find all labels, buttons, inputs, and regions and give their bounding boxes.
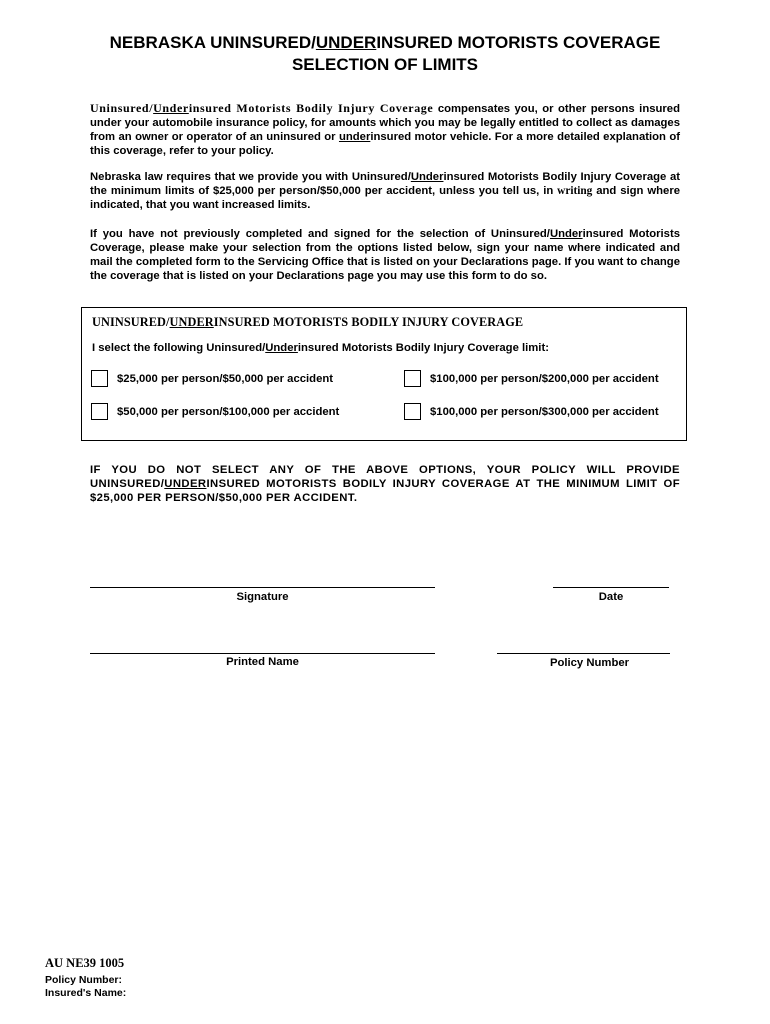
title-line-1: NEBRASKA UNINSURED/UNDERINSURED MOTORISTS COVERAGE: [109, 33, 661, 52]
option-100k-200k-checkbox[interactable]: [404, 370, 421, 387]
option-25k-50k-checkbox[interactable]: [91, 370, 108, 387]
footer-insured-name-label: Insured's Name:: [45, 987, 127, 999]
printed-name-label: Printed Name: [226, 656, 299, 668]
option-100k-300k-checkbox[interactable]: [404, 403, 421, 420]
instructions-paragraph: If you have not previously completed and signed for the selection of Uninsured/Underinsured Motorists Coverage, please make your selection from the options listed below, sign your name where indicated and mail the completed form to the Servicing Office that is listed on your Declarations page. If you want to change the coverage that is listed on your Declarations page you may use this form to do so.: [90, 228, 681, 282]
option-25k-50k[interactable]: [91, 370, 333, 387]
policy-number-label: Policy Number: [549, 657, 630, 669]
option-50k-100k[interactable]: [91, 403, 339, 420]
date-label: Date: [598, 591, 624, 603]
signature-label: Signature: [236, 591, 289, 603]
form-code: AU NE39 1005: [45, 956, 125, 970]
nebraska-law-paragraph: Nebraska law requires that we provide you with Uninsured/Underinsured Motorists Bodily Injury Coverage at the minimum limits of $25,000 per person/$50,000 per accident, unless you tell us, in writing and sign where indicated, that you want increased limits.: [90, 171, 680, 211]
default-coverage-warning: IF YOU DO NOT SELECT ANY OF THE ABOVE OPTIONS, YOUR POLICY WILL PROVIDE UNINSURED/UNDERINSURED MOTORISTS BODILY INJURY COVERAGE AT THE MINIMUM LIMIT OF $25,000 PER PERSON/$50,000 PER ACCIDENT.: [90, 464, 680, 504]
printed-name-line[interactable]: [90, 653, 435, 654]
title-line-2: SELECTION OF LIMITS: [291, 55, 479, 74]
option-100k-200k[interactable]: [404, 370, 659, 387]
selection-instruction: I select the following Uninsured/Underinsured Motorists Bodily Injury Coverage limit:: [92, 342, 549, 354]
selection-box-heading: UNINSURED/UNDERINSURED MOTORISTS BODILY INJURY COVERAGE: [92, 315, 524, 329]
policy-number-line[interactable]: [497, 653, 670, 654]
option-label: $100,000 per person/$300,000 per accident: [430, 405, 659, 418]
footer-policy-number-label: Policy Number:: [45, 974, 123, 986]
option-label: $25,000 per person/$50,000 per accident: [117, 372, 334, 385]
coverage-description-paragraph: Uninsured/Underinsured Motorists Bodily Injury Coverage compensates you, or other persons insured under your automobile insurance policy, for amounts which you may be legally entitled to collect as damages from an owner or operator of an uninsured or underinsured motor vehicle. For a more detailed explanation of this coverage, refer to your policy.: [90, 101, 680, 157]
option-50k-100k-checkbox[interactable]: [91, 403, 108, 420]
coverage-selection-box: [81, 307, 687, 441]
option-label: $50,000 per person/$100,000 per accident: [117, 405, 340, 418]
date-line[interactable]: [553, 587, 669, 588]
option-label: $100,000 per person/$200,000 per accident: [430, 372, 659, 385]
signature-line[interactable]: [90, 587, 435, 588]
page-title: [60, 32, 710, 76]
option-100k-300k[interactable]: [404, 403, 659, 420]
